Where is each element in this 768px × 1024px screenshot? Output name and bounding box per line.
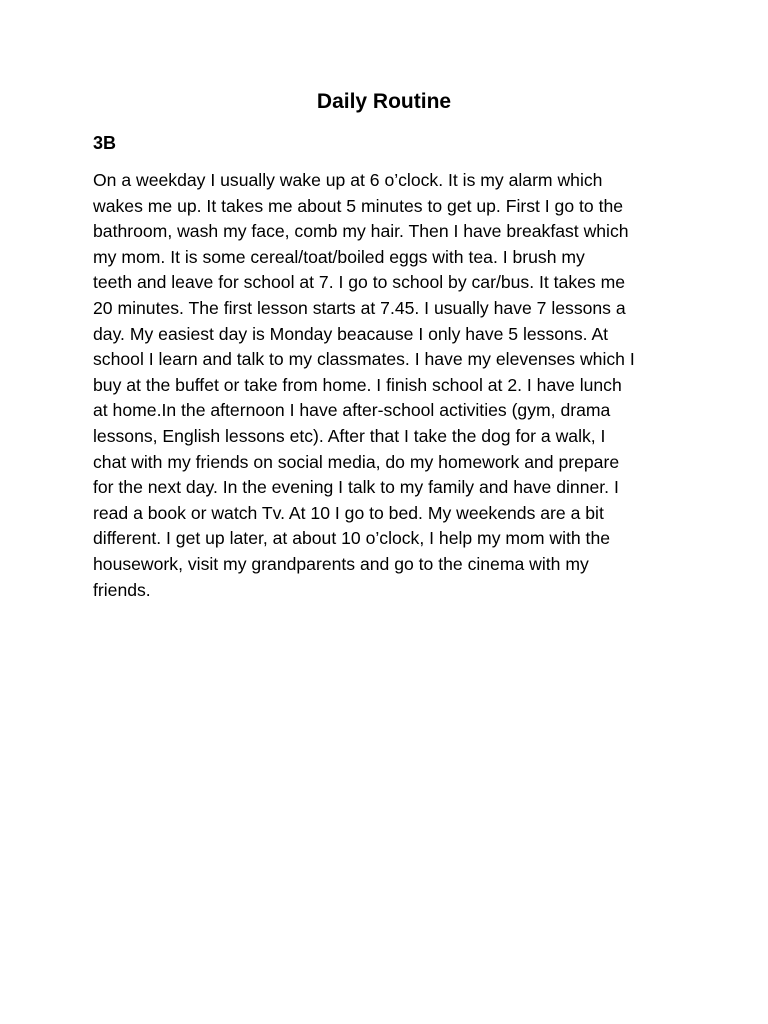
paragraph-line: bathroom, wash my face, comb my hair. Then I have breakfast which xyxy=(93,221,629,242)
paragraph-line: at home.In the afternoon I have after-school activities (gym, drama xyxy=(93,400,611,421)
paragraph-line: my mom. It is some cereal/toat/boiled eggs with tea. I brush my xyxy=(93,246,585,267)
paragraph-line: different. I get up later, at about 10 o’clock, I help my mom with the xyxy=(93,528,611,549)
paragraph-line: On a weekday I usually wake up at 6 o’clock. It is my alarm which xyxy=(93,170,603,190)
paragraph-line: chat with my friends on social media, do my homework and prepare xyxy=(93,451,620,472)
paragraph-line: teeth and leave for school at 7. I go to school by car/bus. It takes me xyxy=(93,272,626,293)
paragraph-line: school I learn and talk to my classmates. I have my elevenses which I xyxy=(93,349,635,370)
paragraph-line: 20 minutes. The first lesson starts at 7.45. I usually have 7 lessons a xyxy=(93,297,626,318)
paragraph-line: housework, visit my grandparents and go to the cinema with my xyxy=(93,553,589,574)
class-label: 3B xyxy=(93,133,117,153)
document-title: Daily Routine xyxy=(316,90,452,113)
paragraph-line: lessons, English lessons etc). After that I take the dog for a walk, I xyxy=(93,425,606,446)
paragraph-line: buy at the buffet or take from home. I finish school at 2. I have lunch xyxy=(93,374,622,395)
paragraph-line: wakes me up. It takes me about 5 minutes to get up. First I go to the xyxy=(93,195,624,216)
body-paragraph xyxy=(93,168,681,603)
paragraph-line: day. My easiest day is Monday beacause I only have 5 lessons. At xyxy=(93,323,609,344)
paragraph-line: read a book or watch Tv. At 10 I go to bed. My weekends are a bit xyxy=(93,502,604,523)
paragraph-line: for the next day. In the evening I talk to my family and have dinner. I xyxy=(93,477,619,498)
paragraph-line: friends. xyxy=(93,579,151,600)
